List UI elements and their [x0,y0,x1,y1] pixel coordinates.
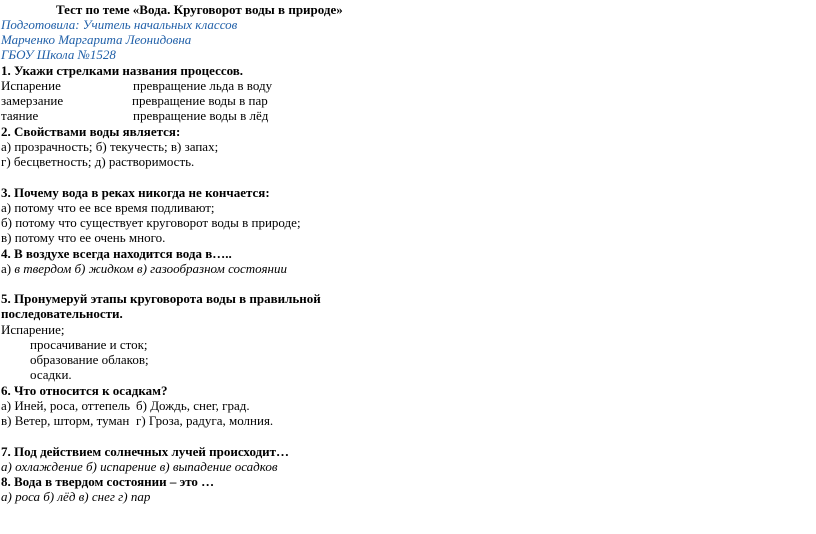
q1-process-left: Испарение [1,78,61,93]
q4-answer-line [1,261,287,276]
page-title: Тест по теме «Вода. Круговорот воды в природе» [56,2,343,17]
author-name: Марченко Маргарита Леонидовна [1,32,192,47]
q5-step: осадки. [30,367,72,382]
q6-option: г) Гроза, радуга, молния. [136,413,274,428]
q1-process-right: превращение воды в пар [132,93,268,108]
q1-process-right: превращение воды в лёд [133,108,269,123]
question-1-title: 1. Укажи стрелками названия процессов. [1,63,244,78]
q1-process-right: превращение льда в воду [133,78,273,93]
q2-options-line: а) прозрачность; б) текучесть; в) запах; [1,139,219,154]
q5-step: просачивание и сток; [30,337,148,352]
q8-answer-options: а) роса б) лёд в) снег г) пар [1,489,151,504]
q3-option: б) потому что существует круговорот воды в природе; [1,215,301,230]
q5-step: образование облаков; [30,352,149,367]
q6-option: а) Иней, роса, оттепель [1,398,131,413]
question-7-title: 7. Под действием солнечных лучей происходит… [1,444,290,459]
q4-answer-options: в твердом б) жидком в) газообразном состоянии [11,261,287,276]
q3-option: в) потому что ее очень много. [1,230,166,245]
q1-process-left: таяние [1,108,39,123]
q3-option: а) потому что ее все время подливают; [1,200,215,215]
q1-process-left: замерзание [1,93,64,108]
question-6-title: 6. Что относится к осадкам? [1,383,168,398]
q7-answer-options: а) охлаждение б) испарение в) выпадение осадков [1,459,278,474]
q6-option: в) Ветер, шторм, туман [1,413,130,428]
question-5-title-cont: последовательности. [1,306,123,321]
q6-option: б) Дождь, снег, град. [136,398,250,413]
question-3-title: 3. Почему вода в реках никогда не кончается: [1,185,270,200]
question-5-title: 5. Пронумеруй этапы круговорота воды в правильной [1,291,321,306]
q2-options-line: г) бесцветность; д) растворимость. [1,154,195,169]
question-2-title: 2. Свойствами воды является: [1,124,181,139]
question-4-title: 4. В воздухе всегда находится вода в….. [1,246,232,261]
q4-answer-prefix: а) [1,261,12,276]
q5-step: Испарение; [1,322,65,337]
author-prepared-by: Подготовила: Учитель начальных классов [1,17,238,32]
question-8-title: 8. Вода в твердом состоянии – это … [1,474,215,489]
author-school: ГБОУ Школа №1528 [1,47,116,62]
